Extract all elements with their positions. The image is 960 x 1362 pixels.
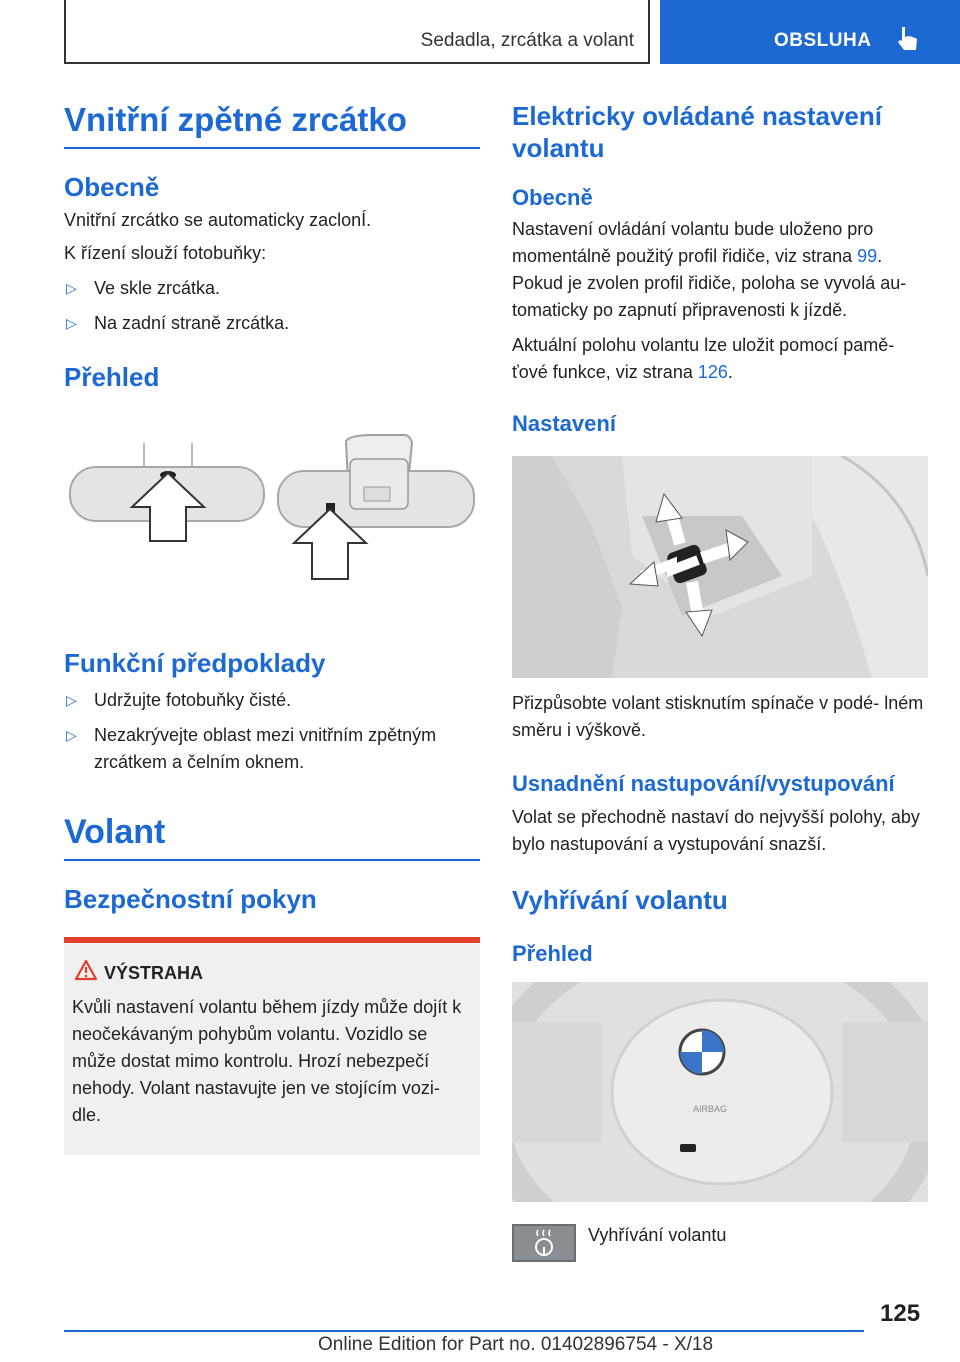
steering-adjust-photo <box>512 456 928 678</box>
warning-text: Kvůli nastavení volantu během jízdy může dojít k neočekávaným pohybům volantu. Vozidlo se může dostat mimo kontrolu. Hrozí nebezpečí nehody. Volant nastavujte jen ve stojícím vozi- dle. <box>72 997 462 1125</box>
bullet-triangle-icon: ▷ <box>66 280 77 296</box>
caption-adjust: Přizpůsobte volant stisknutím spínače v podé- lném směru i výškově. <box>512 693 924 740</box>
warning-title-text: VÝSTRAHA <box>104 963 204 983</box>
mirror-illustration <box>64 433 480 603</box>
list-item <box>64 722 480 776</box>
list-item-text: Ve skle zrcátka. <box>94 278 221 298</box>
warning-box <box>64 937 480 1155</box>
paragraph-photocells: K řízení slouží fotobuňky: <box>64 243 267 263</box>
footer-rule <box>64 1330 864 1332</box>
steering-wheel-photo <box>512 982 928 1202</box>
heading-overview: Přehled <box>64 362 160 392</box>
heading-rule <box>64 147 480 149</box>
paragraph-memory: Aktuální polohu volantu lze uložit pomocí pamě- ťové funkce, viz strana 126. <box>512 335 895 382</box>
heading-general: Obecně <box>512 185 593 210</box>
heading-function-conditions: Funkční předpoklady <box>64 648 326 678</box>
paragraph-easy-entry: Volat se přechodně nastaví do nejvyšší polohy, aby bylo nastupování a vystupování snazší. <box>512 807 920 854</box>
right-column <box>512 100 928 1264</box>
left-column <box>64 100 480 1155</box>
list-item-text: Nezakrývejte oblast mezi vnitřním zpětným zrcátkem a čelním oknem. <box>94 725 437 772</box>
page-link[interactable]: 99 <box>857 246 878 266</box>
heating-button-label: Vyhřívání volantu <box>588 1225 727 1245</box>
heading-electric-adjustment: Elektricky ovládané nastavení volantu <box>512 101 882 163</box>
heating-button-row <box>512 1224 928 1264</box>
paragraph-driver-profile: Nastavení ovládání volantu bude uloženo pro momentálně použitý profil řidiče, viz strana 99. Pokud je zvolen profil řidiče, poloha se vyvolá au- tomaticky po zapnutí připravenosti k jízdě. <box>512 219 907 320</box>
heading-general: Obecně <box>64 172 160 202</box>
heading-safety-note: Bezpečnostní pokyn <box>64 884 317 914</box>
heading-setting: Nastavení <box>512 411 616 436</box>
paragraph-auto-dim: Vnitřní zrcátko se automaticky zaclonÍ. <box>64 210 372 230</box>
warning-title <box>104 963 470 984</box>
list-item <box>64 687 480 714</box>
heading-rule <box>64 859 480 861</box>
header-section-title: Sedadla, zrcátka a volant <box>420 30 634 51</box>
heading-easy-entry: Usnadnění nastupování/vystupování <box>512 771 895 796</box>
heading-steering-wheel: Volant <box>64 813 166 851</box>
list-item-text: Udržujte fotobuňky čisté. <box>94 690 292 710</box>
warning-triangle-icon <box>74 959 98 981</box>
bullet-triangle-icon: ▷ <box>66 727 77 743</box>
steering-heating-button-icon <box>512 1224 576 1262</box>
pointing-hand-icon <box>892 24 922 54</box>
heading-steering-heating: Vyhřívání volantu <box>512 885 728 915</box>
page-link[interactable]: 126 <box>697 362 728 382</box>
bullet-triangle-icon: ▷ <box>66 692 77 708</box>
list-item <box>64 310 480 337</box>
header-chapter-title: OBSLUHA <box>774 30 872 51</box>
header-section-box <box>64 0 650 64</box>
heading-inner-mirror: Vnitřní zpětné zrcátko <box>64 101 407 138</box>
footer-edition: Online Edition for Part no. 01402896754 - X/18 <box>318 1334 714 1355</box>
bullet-triangle-icon: ▷ <box>66 315 77 331</box>
heading-overview: Přehled <box>512 941 593 966</box>
list-item <box>64 275 480 302</box>
list-item-text: Na zadní straně zrcátka. <box>94 313 290 333</box>
svg-text:AIRBAG: AIRBAG <box>693 1104 728 1114</box>
page-number: 125 <box>880 1300 921 1327</box>
